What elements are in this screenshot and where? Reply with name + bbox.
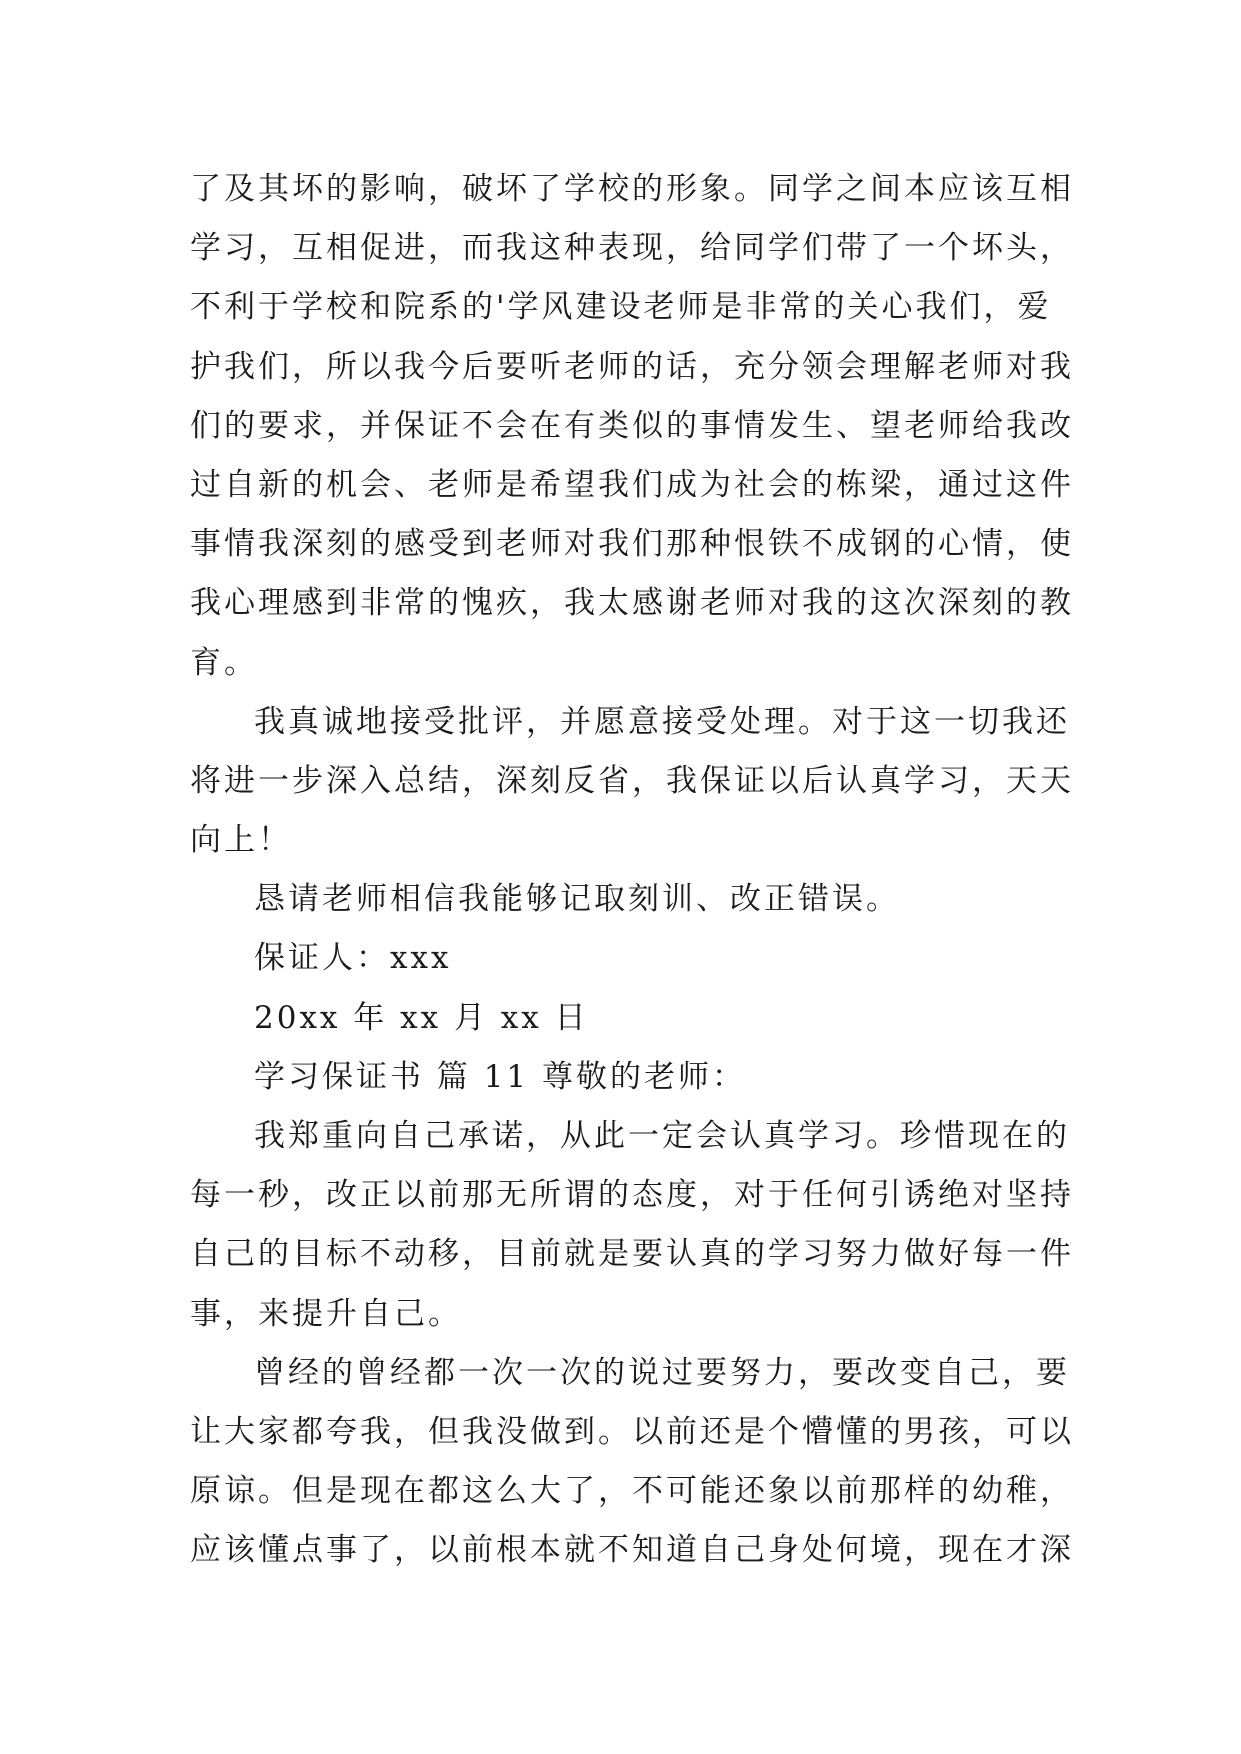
text-line: 了及其坏的影响，破坏了学校的形象。同学之间本应该互相 (190, 171, 1074, 207)
paragraph-start-line: 曾经的曾经都一次一次的说过要努力，要改变自己，要 (254, 1354, 1070, 1391)
paragraph-start-line: 我真诚地接受批评，并愿意接受处理。对于这一切我还 (254, 703, 1070, 740)
paragraph-start-line: 我郑重向自己承诺，从此一定会认真学习。珍惜现在的 (254, 1118, 1070, 1154)
text-line: 让大家都夸我，但我没做到。以前还是个懵懂的男孩，可以 (190, 1413, 1074, 1450)
guarantor-line: 保证人：xxx (254, 940, 452, 977)
text-line: 育。 (190, 644, 258, 681)
text-line: 不利于学校和院系的'学风建设老师是非常的关心我们，爱 (190, 289, 1052, 326)
text-line: 每一秒，改正以前那无所谓的态度，对于任何引诱绝对坚持 (190, 1177, 1074, 1214)
text-line: 们的要求，并保证不会在有类似的事情发生、望老师给我改 (190, 407, 1074, 444)
text-line: 我心理感到非常的愧疚，我太感谢老师对我的这次深刻的教 (190, 585, 1074, 622)
text-line: 将进一步深入总结，深刻反省，我保证以后认真学习，天天 (190, 762, 1074, 799)
paragraph-start-line: 恳请老师相信我能够记取刻训、改正错误。 (254, 881, 900, 918)
text-line: 应该懂点事了，以前根本就不知道自己身处何境，现在才深 (190, 1532, 1074, 1569)
section-heading-line: 学习保证书 篇 11 尊敬的老师： (254, 1058, 747, 1095)
text-line: 护我们，所以我今后要听老师的话，充分领会理解老师对我 (190, 348, 1074, 385)
date-line: 20xx 年 xx 月 xx 日 (254, 999, 589, 1036)
text-line: 事，来提升自己。 (190, 1295, 462, 1332)
text-line: 向上！ (190, 822, 292, 859)
document-body (190, 160, 1074, 1581)
text-line: 学习，互相促进，而我这种表现，给同学们带了一个坏头， (190, 230, 1074, 267)
text-line: 事情我深刻的感受到老师对我们那种恨铁不成钢的心情，使 (190, 526, 1074, 563)
text-line: 过自新的机会、老师是希望我们成为社会的栋梁，通过这件 (190, 466, 1074, 503)
text-line: 原谅。但是现在都这么大了，不可能还象以前那样的幼稚， (190, 1473, 1074, 1510)
text-line: 自己的目标不动移，目前就是要认真的学习努力做好每一件 (190, 1236, 1074, 1273)
